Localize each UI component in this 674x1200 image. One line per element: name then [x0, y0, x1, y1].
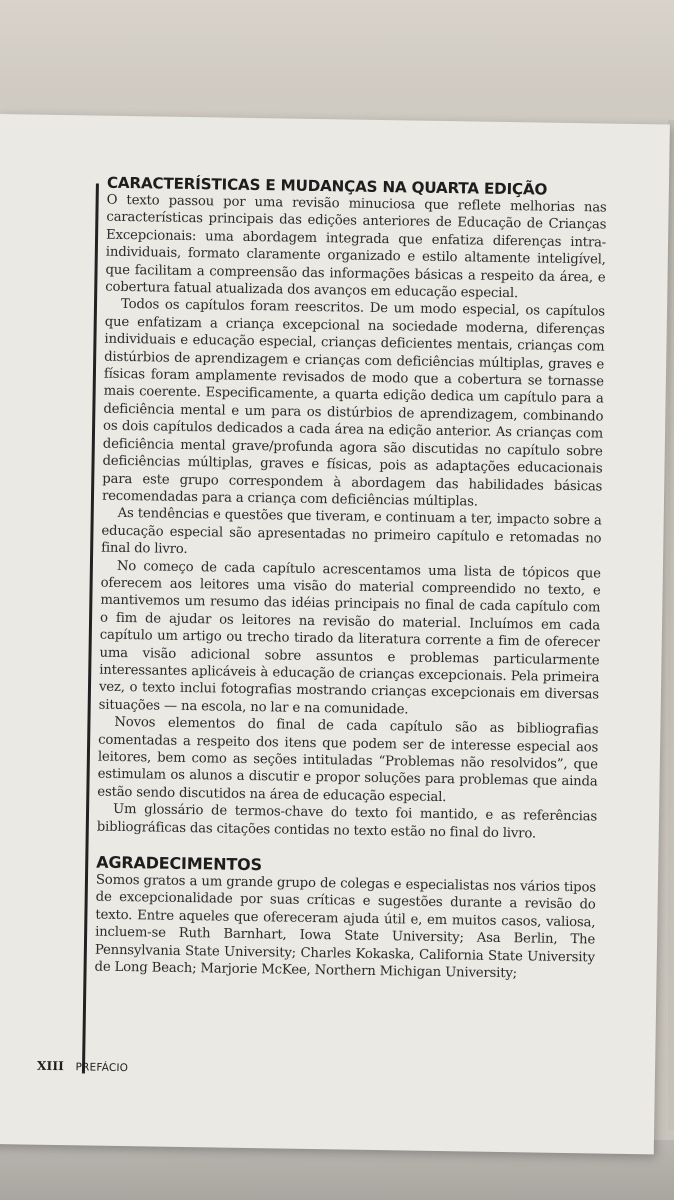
- running-section-label: PREFÁCIO: [75, 1061, 129, 1075]
- page-number: XIII: [36, 1058, 65, 1074]
- page-footer: [37, 1059, 128, 1074]
- paragraph: No começo de cada capítulo acrescentamos uma lista de tópicos que oferecem aos leitores uma visão do material compreendido no texto, e mantivemos um resumo das idéias principais no final de cada capítulo com o fim de ajudar os leitores na revisão do material. Incluímos em cada capítulo um artigo ou trecho tirado da literatura corrente a fim de oferecer uma visão adicional sobre assuntos e problemas particularmente interessantes aplicáveis à educação de crianças excepcionais. Pela primeira vez, o texto inclui fotografias mostrando crianças excepcionais em diversas situações — na escola, no lar e na comunidade.: [98, 558, 601, 718]
- page-content: [94, 174, 607, 984]
- section-heading-changes: CARACTERÍSTICAS E MUDANÇAS NA QUARTA EDIÇÃO: [106, 173, 548, 199]
- paragraph: Todos os capítulos foram reescritos. De um modo especial, os capítulos que enfatizam a criança excepcional na sociedade moderna, diferenças individuais e educação especial, crianças deficientes mentais, crianças com distúrbios de aprendizagem e crianças com deficiências múltiplas, graves e físicas foram amplamente revisados de modo que a cobertura se tornasse mais coerente. Especificamente, a quarta edição dedica um capítulo para a deficiência mental e um para os distúrbios de aprendizagem, combinando os dois capítulos dedicados a cada área na edição anterior. As crianças com deficiência mental grave/profunda agora são discutidas no capítulo sobre deficiências múltiplas, graves e físicas, pois as adaptações educacionais para este grupo correspondem à abordagem das habilidades básicas recomendadas para a criança com deficiências múltiplas.: [101, 297, 606, 510]
- paragraph: Somos gratos a um grande grupo de colegas e especialistas nos vários tipos de excepcionalidade por suas críticas e sugestões durante a revisão do texto. Entre aqueles que ofereceram ajuda útil e, em muitos casos, valiosa, incluem-se Ruth Barnhart, Iowa State University; Asa Berlin, The Pennsylvania State University; Charles Kokaska, California State University de Long Beach; Marjorie McKee, Northern Michigan University;: [94, 872, 597, 982]
- section-heading-acknowledgements: AGRADECIMENTOS: [96, 852, 262, 875]
- paragraph: Novos elementos do final de cada capítulo são as bibliografias comentadas a respeito dos itens que podem ser de interesse especial aos leitores, bem como as seções intituladas “Problemas não resolvidos”, que estimulam os alunos a discutir e propor soluções para problemas que ainda estão sendo discutidos na área de educação especial.: [97, 715, 599, 805]
- paragraph: As tendências e questões que tiveram, e continuam a ter, impacto sobre a educação especial são apresentadas no primeiro capítulo e retomadas no final do livro.: [101, 506, 602, 558]
- paragraph: Um glossário de termos-chave do texto foi mantido, e as referências bibliográficas das citações contidas no texto estão no final do livro.: [96, 802, 598, 842]
- paragraph: O texto passou por uma revisão minuciosa que reflete melhorias nas características principais das edições anteriores de Educação de Crianças Excepcionais: uma abordagem integrada que enfatiza diferenças intra-individuais, formato claramente organizado e estilo altamente inteligível, que facilitam a compreensão das informações básicas a respeito da área, e cobertura fatual atualizada dos avanços em educação especial.: [105, 192, 607, 302]
- book-page: [0, 114, 670, 1154]
- page-stack-edge: [668, 120, 674, 1130]
